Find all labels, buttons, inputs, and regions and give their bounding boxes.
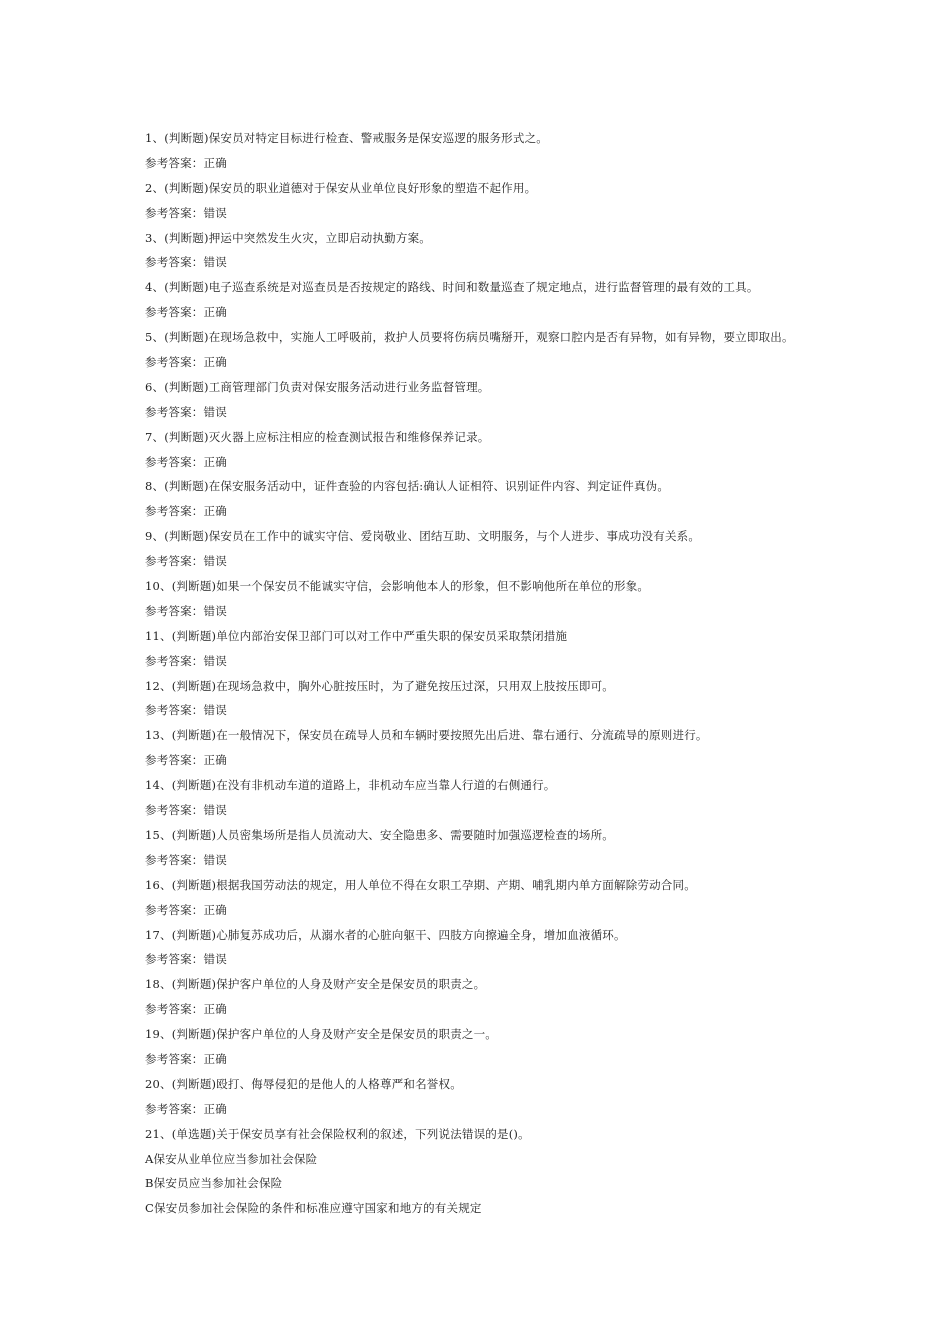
reference-answer: 参考答案：正确 xyxy=(145,155,227,170)
option-c: C保安员参加社会保险的条件和标准应遵守国家和地方的有关规定 xyxy=(145,1201,482,1216)
true-false-questions xyxy=(145,126,865,1122)
option-a: A保安从业单位应当参加社会保险 xyxy=(145,1151,318,1166)
question-text: 19、(判断题)保护客户单位的人身及财产安全是保安员的职责之一。 xyxy=(145,1027,498,1042)
question-text: 6、(判断题)工商管理部门负责对保安服务活动进行业务监督管理。 xyxy=(145,379,490,394)
question-text: 9、(判断题)保安员在工作中的诚实守信、爱岗敬业、团结互助、文明服务，与个人进步、事成功没有关系。 xyxy=(145,529,701,544)
reference-answer: 参考答案：正确 xyxy=(145,305,227,320)
question-text: 10、(判断题)如果一个保安员不能诚实守信，会影响他本人的形象，但不影响他所在单位的形象。 xyxy=(145,579,650,594)
question-text: 4、(判断题)电子巡查系统是对巡查员是否按规定的路线、时间和数量巡查了规定地点，进行监督管理的最有效的工具。 xyxy=(145,280,759,295)
question-text: 8、(判断题)在保安服务活动中，证件查验的内容包括:确认人证相符、识别证件内容、判定证件真伪。 xyxy=(145,479,670,494)
question-text: 15、(判断题)人员密集场所是指人员流动大、安全隐患多、需要随时加强巡逻检查的场所。 xyxy=(145,827,615,842)
reference-answer: 参考答案：错误 xyxy=(145,803,227,818)
reference-answer: 参考答案：正确 xyxy=(145,355,227,370)
question-text: 7、(判断题)灭火器上应标注相应的检查测试报告和维修保养记录。 xyxy=(145,429,490,444)
question-text: 12、(判断题)在现场急救中，胸外心脏按压时，为了避免按压过深，只用双上肢按压即可。 xyxy=(145,678,615,693)
reference-answer: 参考答案：错误 xyxy=(145,703,227,718)
reference-answer: 参考答案：正确 xyxy=(145,504,227,519)
reference-answer: 参考答案：正确 xyxy=(145,902,227,917)
reference-answer: 参考答案：正确 xyxy=(145,1101,227,1116)
reference-answer: 参考答案：错误 xyxy=(145,852,227,867)
question-text: 13、(判断题)在一般情况下，保安员在疏导人员和车辆时要按照先出后进、靠右通行、分流疏导的原则进行。 xyxy=(145,728,708,743)
question-list xyxy=(145,126,865,1221)
question-text: 17、(判断题)心肺复苏成功后，从溺水者的心脏向躯干、四肢方向擦遍全身，增加血液循环。 xyxy=(145,927,626,942)
reference-answer: 参考答案：错误 xyxy=(145,653,227,668)
question-text: 5、(判断题)在现场急救中，实施人工呼吸前，救护人员要将伤病员嘴掰开，观察口腔内是否有异物，如有异物，要立即取出。 xyxy=(145,330,794,345)
reference-answer: 参考答案：正确 xyxy=(145,1051,227,1066)
reference-answer: 参考答案：正确 xyxy=(145,1002,227,1017)
question-text: 14、(判断题)在没有非机动车道的道路上，非机动车应当靠人行道的右侧通行。 xyxy=(145,778,556,793)
reference-answer: 参考答案：正确 xyxy=(145,454,227,469)
question-text: 18、(判断题)保护客户单位的人身及财产安全是保安员的职责之。 xyxy=(145,977,486,992)
reference-answer: 参考答案：错误 xyxy=(145,205,227,220)
question-text: 3、(判断题)押运中突然发生火灾，立即启动执勤方案。 xyxy=(145,230,431,245)
question-text: 11、(判断题)单位内部治安保卫部门可以对工作中严重失职的保安员采取禁闭措施 xyxy=(145,628,568,643)
question-text: 21、(单选题)关于保安员享有社会保险权利的叙述，下列说法错误的是()。 xyxy=(145,1126,530,1141)
reference-answer: 参考答案：正确 xyxy=(145,753,227,768)
reference-answer: 参考答案：错误 xyxy=(145,603,227,618)
question-text: 16、(判断题)根据我国劳动法的规定，用人单位不得在女职工孕期、产期、哺乳期内单方面解除劳动合同。 xyxy=(145,877,696,892)
reference-answer: 参考答案：错误 xyxy=(145,255,227,270)
question-text: 20、(判断题)殴打、侮辱侵犯的是他人的人格尊严和名誉权。 xyxy=(145,1076,462,1091)
question-text: 1、(判断题)保安员对特定目标进行检查、警戒服务是保安巡逻的服务形式之。 xyxy=(145,131,548,145)
option-b: B保安员应当参加社会保险 xyxy=(145,1176,283,1191)
reference-answer: 参考答案：错误 xyxy=(145,404,227,419)
reference-answer: 参考答案：错误 xyxy=(145,952,227,967)
reference-answer: 参考答案：错误 xyxy=(145,554,227,569)
question-text: 2、(判断题)保安员的职业道德对于保安从业单位良好形象的塑造不起作用。 xyxy=(145,180,537,195)
